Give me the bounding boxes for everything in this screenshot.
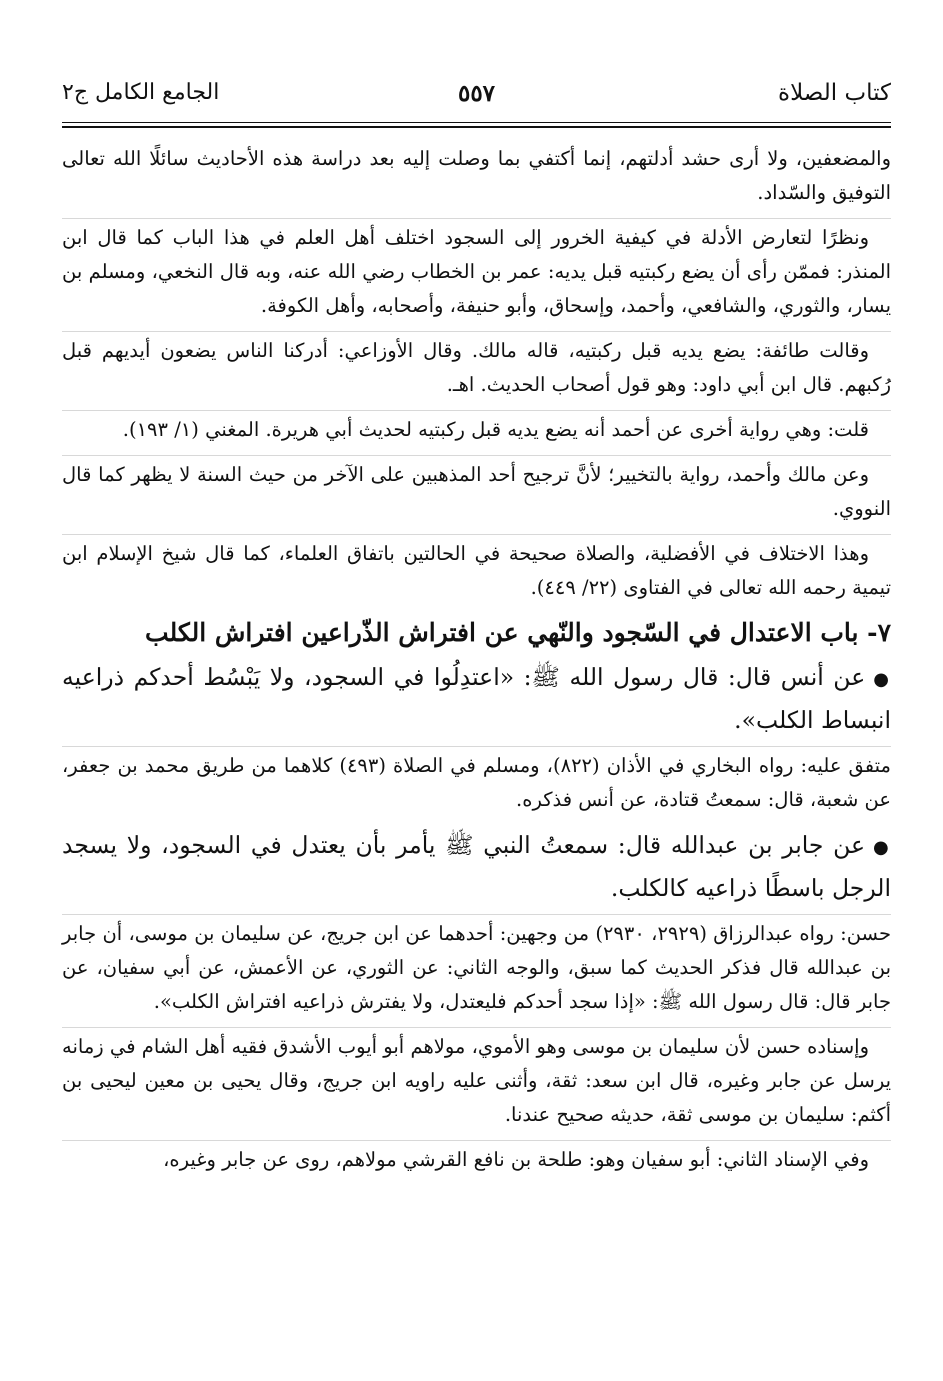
hadith-body: عن أنس قال: قال رسول الله ﷺ: «اعتدِلُوا في السجود، ولا يَبْسُط أحدكم ذراعيه انبساط الكلب». [62,663,891,734]
volume-title: الجامع الكامل ج٢ [62,80,220,105]
bullet-icon: ● [873,669,891,690]
takhrij-paragraph: متفق عليه: رواه البخاري في الأذان (٨٢٢)، ومسلم في الصلاة (٤٩٣) كلاهما من طريق محمد بن جعفر، عن شعبة، قال: سمعتُ قتادة، عن أنس فذكره. [62,746,891,817]
takhrij-paragraph: حسن: رواه عبدالرزاق (٢٩٢٩، ٢٩٣٠) من وجهين: أحدهما عن ابن جريج، عن سليمان بن موسى، أن جابر بن عبدالله قال فذكر الحديث كما سبق، والوجه الثاني: عن الثوري، عن الأعمش، عن أبي سفيان، عن جابر قال: قال رسول الله ﷺ: «إذا سجد أحدكم فليعتدل، ولا يفترش ذراعيه افتراش الكلب». [62,914,891,1019]
bullet-icon: ● [873,837,891,858]
header-rule-thick [62,126,891,128]
book-page [62,74,891,1361]
hadith-text [62,825,891,908]
page-number: ٥٥٧ [457,80,496,107]
paragraph: وإسناده حسن لأن سليمان بن موسى وهو الأموي، مولاهم أبو أيوب الأشدق فقيه أهل الشام في زمانه يرسل عن جابر وغيره، قال ابن سعد: ثقة، وأثنى عليه راويه ابن جريج، وقال يحيى بن معين ليحيى بن أكثم: سليمان بن موسى ثقة، حديثه صحيح عندنا. [62,1027,891,1132]
paragraph: وهذا الاختلاف في الأفضلية، والصلاة صحيحة في الحالتين باتفاق العلماء، كما قال شيخ الإسلام ابن تيمية رحمه الله تعالى في الفتاوى (٢٢/ ٤٤٩). [62,534,891,605]
chapter-heading: ٧- باب الاعتدال في السّجود والنّهي عن افتراش الذّراعين افتراش الكلب [145,618,891,647]
paragraph: ونظرًا لتعارض الأدلة في كيفية الخرور إلى السجود اختلف أهل العلم في هذا الباب كما قال ابن المنذر: فممّن رأى أن يضع ركبتيه قبل يديه: عمر بن الخطاب رضي الله عنه، وبه قال النخعي، ومسلم بن يسار، والثوري، والشافعي، وأحمد، وإسحاق، وأبو حنيفة، وأصحابه، وأهل الكوفة. [62,218,891,323]
paragraph: قلت: وهي رواية أخرى عن أحمد أنه يضع يديه قبل ركبتيه لحديث أبي هريرة. المغني (١/ ١٩٣). [62,410,891,447]
paragraph: وقالت طائفة: يضع يديه قبل ركبتيه، قاله مالك. وقال الأوزاعي: أدركنا الناس يضعون أيديهم قبل رُكبهم. قال ابن أبي داود: وهو قول أصحاب الحديث. اهـ. [62,331,891,402]
paragraph: وفي الإسناد الثاني: أبو سفيان وهو: طلحة بن نافع القرشي مولاهم، روى عن جابر وغيره، [62,1140,891,1177]
book-title: كتاب الصلاة [778,80,891,106]
hadith-body: عن جابر بن عبدالله قال: سمعتُ النبي ﷺ يأمر بأن يعتدل في السجود، ولا يسجد الرجل باسطًا ذراعيه كالكلب. [62,831,891,902]
header-rule-thin [62,122,891,123]
paragraph: وعن مالك وأحمد، رواية بالتخيير؛ لأنَّ ترجيح أحد المذهبين على الآخر من حيث السنة لا يظهر كما قال النووي. [62,455,891,526]
paragraph: والمضعفين، ولا أرى حشد أدلتهم، إنما أكتفي بما وصلت إليه بعد دراسة هذه الأحاديث سائلًا الله تعالى التوفيق والسّداد. [62,147,891,204]
hadith-text [62,657,891,740]
running-header [62,74,891,118]
